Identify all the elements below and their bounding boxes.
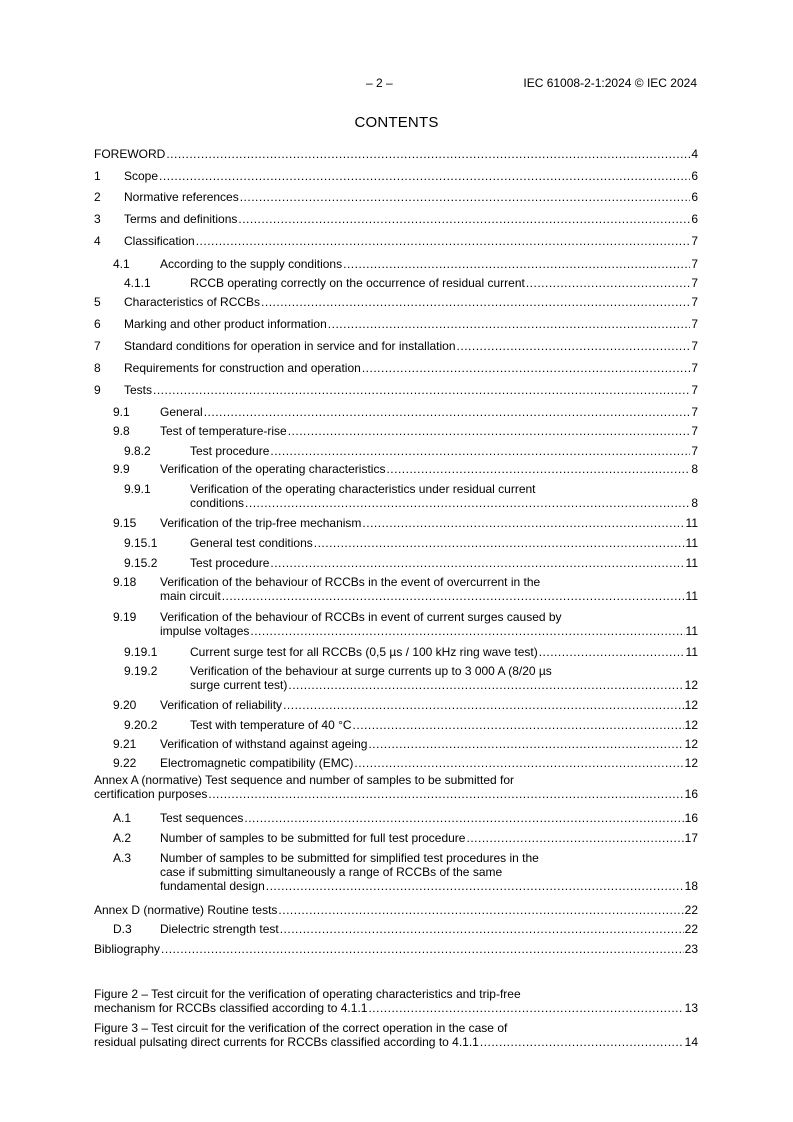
dot-leader bbox=[270, 444, 690, 458]
toc-entry-title: fundamental design bbox=[160, 879, 265, 893]
toc-page-number: 18 bbox=[684, 879, 698, 893]
toc-entry-title: Normative references bbox=[124, 190, 239, 204]
dot-leader bbox=[362, 516, 684, 530]
standard-designation: IEC 61008-2-1:2024 © IEC 2024 bbox=[523, 76, 697, 90]
toc-entry-title: Terms and definitions bbox=[124, 212, 238, 226]
toc-entry-number: 9.15 bbox=[113, 516, 137, 530]
toc-page-number: 7 bbox=[691, 424, 698, 438]
toc-page-number: 8 bbox=[691, 496, 698, 510]
toc-entry-title: Number of samples to be submitted for full test procedure bbox=[160, 831, 466, 845]
toc-entry-number: A.2 bbox=[113, 831, 132, 845]
toc-entry-title: main circuit bbox=[160, 589, 221, 603]
toc-entry-title-line: Verification of the behaviour of RCCBs in the event of overcurrent in the bbox=[160, 575, 541, 589]
toc-page-number: 16 bbox=[684, 811, 698, 825]
toc-entry-number: 9.1 bbox=[113, 405, 130, 419]
toc-entry-title: Verification of the trip-free mechanism bbox=[160, 516, 362, 530]
toc-entry-number: 4.1 bbox=[113, 257, 130, 271]
toc-entry-number: A.1 bbox=[113, 811, 132, 825]
dot-leader bbox=[343, 257, 690, 271]
toc-page-number: 12 bbox=[684, 678, 698, 692]
dot-leader bbox=[270, 556, 684, 570]
toc-page-number: 7 bbox=[691, 405, 698, 419]
toc-entry-number: 3 bbox=[94, 212, 101, 226]
dot-leader bbox=[526, 276, 690, 290]
toc-entry-number: 9.20.2 bbox=[124, 718, 158, 732]
toc-entry-number: 9.20 bbox=[113, 698, 137, 712]
toc-entry-title: Annex D (normative) Routine tests bbox=[94, 903, 278, 917]
dot-leader bbox=[204, 405, 691, 419]
toc-entry-number: 9.18 bbox=[113, 575, 137, 589]
dot-leader bbox=[480, 1035, 684, 1049]
toc-entry-title: FOREWORD bbox=[94, 147, 166, 161]
toc-page-number: 11 bbox=[685, 556, 698, 570]
toc-entry-title: Characteristics of RCCBs bbox=[124, 295, 261, 309]
toc-entry-title: Bibliography bbox=[94, 942, 161, 956]
dot-leader bbox=[159, 169, 690, 183]
toc-page-number: 7 bbox=[691, 361, 698, 375]
toc-page-number: 11 bbox=[685, 536, 698, 550]
toc-entry-number: 9.22 bbox=[113, 756, 137, 770]
toc-page-number: 14 bbox=[684, 1035, 698, 1049]
toc-entry-number: 9.9 bbox=[113, 462, 130, 476]
dot-leader bbox=[240, 190, 691, 204]
toc-entry-title: General bbox=[160, 405, 203, 419]
toc-page-number: 7 bbox=[691, 257, 698, 271]
toc-entry-title: Standard conditions for operation in service and for installation bbox=[124, 339, 456, 353]
toc-entry-title: Test procedure bbox=[190, 444, 270, 458]
dot-leader bbox=[250, 624, 684, 638]
dot-leader bbox=[288, 678, 683, 692]
figure-entry-title: residual pulsating direct currents for RCCBs classified according to 4.1.1 bbox=[94, 1035, 479, 1049]
toc-entry-number: 2 bbox=[94, 190, 101, 204]
figure-entry-title-line: Figure 3 – Test circuit for the verification of the correct operation in the case of bbox=[94, 1021, 508, 1035]
toc-entry-number: 9 bbox=[94, 383, 101, 397]
toc-page-number: 12 bbox=[684, 698, 698, 712]
dot-leader bbox=[222, 589, 685, 603]
toc-entry-title-line: Annex A (normative) Test sequence and number of samples to be submitted for bbox=[94, 773, 515, 787]
dot-leader bbox=[328, 317, 691, 331]
toc-entry-title-line: case if submitting simultaneously a range of RCCBs of the same bbox=[160, 865, 503, 879]
toc-entry-title: Dielectric strength test bbox=[160, 922, 279, 936]
toc-page-number: 8 bbox=[691, 462, 698, 476]
dot-leader bbox=[153, 383, 690, 397]
dot-leader bbox=[368, 1001, 683, 1015]
toc-entry-number: 5 bbox=[94, 295, 101, 309]
dot-leader bbox=[266, 879, 684, 893]
toc-page-number: 11 bbox=[685, 645, 698, 659]
toc-entry-title: Test procedure bbox=[190, 556, 270, 570]
toc-entry-title: Requirements for construction and operation bbox=[124, 361, 361, 375]
toc-page-number: 7 bbox=[691, 339, 698, 353]
dot-leader bbox=[362, 361, 691, 375]
toc-entry-title: surge current test) bbox=[190, 678, 288, 692]
dot-leader bbox=[245, 496, 690, 510]
toc-entry-number: 9.19 bbox=[113, 610, 137, 624]
toc-page-number: 12 bbox=[684, 737, 698, 751]
figure-entry-title: mechanism for RCCBs classified according to 4.1.1 bbox=[94, 1001, 368, 1015]
toc-entry-title: Verification of the operating characteristics bbox=[160, 462, 386, 476]
toc-page-number: 11 bbox=[685, 589, 698, 603]
toc-entry-title: Classification bbox=[124, 234, 195, 248]
toc-entry-title: Test sequences bbox=[160, 811, 244, 825]
toc-entry-number: 9.8 bbox=[113, 424, 130, 438]
toc-entry-title-line: Verification of the behaviour of RCCBs in event of current surges caused by bbox=[160, 610, 562, 624]
toc-page-number: 13 bbox=[684, 1001, 698, 1015]
page-number: – 2 – bbox=[366, 76, 393, 90]
dot-leader bbox=[244, 811, 683, 825]
toc-entry-number: 9.15.2 bbox=[124, 556, 158, 570]
figure-entry-title-line: Figure 2 – Test circuit for the verification of operating characteristics and trip-free bbox=[94, 987, 521, 1001]
toc-page-number: 7 bbox=[691, 234, 698, 248]
toc-entry-title: RCCB operating correctly on the occurrence of residual current bbox=[190, 276, 525, 290]
dot-leader bbox=[288, 424, 691, 438]
toc-page-number: 16 bbox=[684, 787, 698, 801]
toc-entry-title: Verification of withstand against ageing bbox=[160, 737, 368, 751]
toc-page-number: 7 bbox=[691, 444, 698, 458]
toc-entry-title: impulse voltages bbox=[160, 624, 250, 638]
toc-entry-title: Verification of reliability bbox=[160, 698, 283, 712]
toc-entry-title-line: Number of samples to be submitted for simplified test procedures in the bbox=[160, 851, 539, 865]
toc-entry-number: 9.19.1 bbox=[124, 645, 158, 659]
toc-entry-title: General test conditions bbox=[190, 536, 313, 550]
toc-entry-title: Test with temperature of 40 °C bbox=[190, 718, 352, 732]
toc-entry-number: 8 bbox=[94, 361, 101, 375]
toc-entry-number: 7 bbox=[94, 339, 101, 353]
toc-entry-title: conditions bbox=[190, 496, 245, 510]
dot-leader bbox=[238, 212, 690, 226]
toc-entry-number: D.3 bbox=[113, 922, 132, 936]
toc-entry-number: 4.1.1 bbox=[124, 276, 151, 290]
toc-page-number: 6 bbox=[691, 212, 698, 226]
toc-entry-title: certification purposes bbox=[94, 787, 208, 801]
dot-leader bbox=[161, 942, 684, 956]
dot-leader bbox=[353, 718, 684, 732]
toc-entry-title: According to the supply conditions bbox=[160, 257, 343, 271]
toc-page-number: 11 bbox=[685, 624, 698, 638]
toc-page-number: 11 bbox=[685, 516, 698, 530]
toc-entry-number: 4 bbox=[94, 234, 101, 248]
dot-leader bbox=[280, 922, 684, 936]
toc-entry-number: 9.19.2 bbox=[124, 664, 158, 678]
toc-entry-title: Marking and other product information bbox=[124, 317, 327, 331]
dot-leader bbox=[283, 698, 684, 712]
toc-page-number: 17 bbox=[684, 831, 698, 845]
page-title: CONTENTS bbox=[354, 114, 439, 131]
dot-leader bbox=[386, 462, 690, 476]
dot-leader bbox=[457, 339, 691, 353]
toc-entry-number: A.3 bbox=[113, 851, 132, 865]
toc-page-number: 4 bbox=[691, 147, 698, 161]
toc-page-number: 7 bbox=[691, 276, 698, 290]
toc-page-number: 6 bbox=[691, 190, 698, 204]
dot-leader bbox=[354, 756, 683, 770]
dot-leader bbox=[466, 831, 683, 845]
toc-page-number: 7 bbox=[691, 383, 698, 397]
toc-page-number: 23 bbox=[684, 942, 698, 956]
toc-page-number: 6 bbox=[691, 169, 698, 183]
toc-entry-title: Tests bbox=[124, 383, 153, 397]
toc-entry-number: 9.15.1 bbox=[124, 536, 158, 550]
toc-entry-title: Current surge test for all RCCBs (0,5 µs / 100 kHz ring wave test) bbox=[190, 645, 538, 659]
toc-entry-number: 9.21 bbox=[113, 737, 137, 751]
toc-page-number: 12 bbox=[684, 718, 698, 732]
dot-leader bbox=[278, 903, 683, 917]
dot-leader bbox=[166, 147, 690, 161]
toc-entry-title: Electromagnetic compatibility (EMC) bbox=[160, 756, 354, 770]
toc-entry-number: 9.9.1 bbox=[124, 482, 151, 496]
toc-entry-number: 6 bbox=[94, 317, 101, 331]
toc-entry-title-line: Verification of the behaviour at surge currents up to 3 000 A (8/20 µs bbox=[190, 664, 552, 678]
dot-leader bbox=[368, 737, 683, 751]
toc-entry-title: Scope bbox=[124, 169, 159, 183]
toc-page-number: 22 bbox=[684, 903, 698, 917]
toc-entry-title-line: Verification of the operating characteristics under residual current bbox=[190, 482, 536, 496]
toc-page-number: 7 bbox=[691, 317, 698, 331]
dot-leader bbox=[314, 536, 685, 550]
toc-page-number: 12 bbox=[684, 756, 698, 770]
dot-leader bbox=[208, 787, 683, 801]
toc-entry-title: Test of temperature-rise bbox=[160, 424, 287, 438]
toc-entry-number: 1 bbox=[94, 169, 101, 183]
toc-entry-number: 9.8.2 bbox=[124, 444, 151, 458]
dot-leader bbox=[196, 234, 691, 248]
dot-leader bbox=[539, 645, 685, 659]
dot-leader bbox=[261, 295, 690, 309]
toc-page-number: 22 bbox=[684, 922, 698, 936]
toc-page-number: 7 bbox=[691, 295, 698, 309]
